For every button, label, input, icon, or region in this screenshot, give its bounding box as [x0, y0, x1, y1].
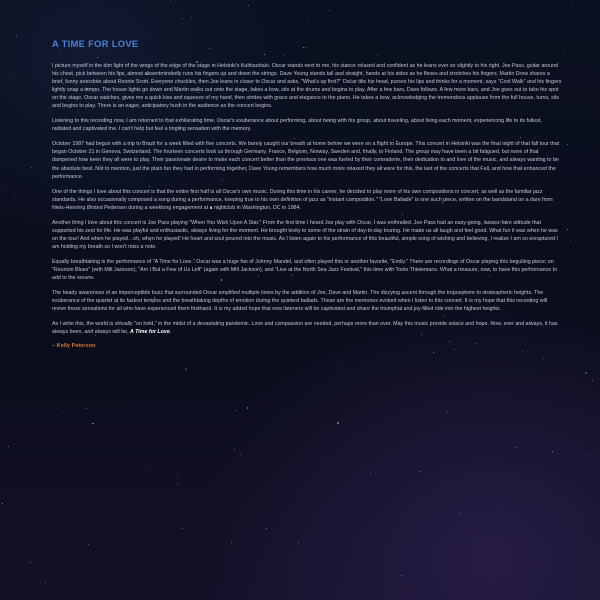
star-dot — [337, 422, 339, 424]
star-dot — [247, 407, 249, 409]
star-dot — [9, 78, 10, 79]
star-dot — [597, 9, 598, 10]
star-dot — [14, 194, 15, 195]
star-dot — [572, 4, 573, 5]
star-dot — [31, 167, 32, 168]
star-dot — [298, 542, 299, 543]
star-dot — [329, 402, 330, 403]
star-dot — [234, 449, 235, 450]
star-dot — [570, 241, 571, 242]
star-dot — [92, 405, 93, 406]
paragraph: Listening to this recording now, I am returned to that exhilarating time. Oscar's exuberance about performing, about being with his group, about traveling, about living each moment, experiencing life to its fullest, radiated and captivated me. I can't help but feel a tingling sensation with the memory. — [52, 118, 542, 133]
paragraph: Another thing I love about this concert is Joe Pass playing "When You Wish Upon A Star." From the first time I heard Joe play with Oscar, I was enthralled. Joe Pass had an easy-going, laissez-faire attitude that supported his zest for life. He was playful and enthusiastic, always living for the moment. He brought levity to some of the strain of day-to-day touring. He made us all laugh and feel good. What fun it was when he was on the tour! And when he played…oh, when he played! He heart and soul poured into the music. As I listen again to his performance of this beautiful, simple song of wishing and believing, I realize I am so enraptured I am holding my breath so I won't miss a note. — [52, 219, 558, 250]
star-dot — [235, 410, 236, 411]
author-signature: – Kelly Peterson — [52, 343, 96, 350]
star-dot — [240, 454, 241, 455]
star-dot — [63, 411, 64, 412]
paragraph: I picture myself in the dim light of the wings of the edge of the stage in Helsinki's Kulttuuritalo. Oscar stands next to me, his stance relaxed and confident as he leans ever so slightly to his right. Joe Pass, guitar around his chest, pick between his lips, almost absentmindedly runs his fingers up and down the strings. Dave Young stands tall and straight, hands at his sides as he flexes and stretches his fingers. Martin Drew shares a brief, funny anecdote about Ronnie Scott. Everyone chuckles, then Joe leans in closer to Oscar and asks, "What's up first?" Oscar tilts his head, purses his lips and thinks for a moment, says "Cool Walk" and his fingers lightly snap a tempo. The house lights go down and Martin walks out onto the stage, takes a bow, sits at the drums and begins to play. After a few bars, Dave follows. A few more bars, and Joe goes out to take his spot on the stage. Oscar watches, gives me a quick kiss and squeeze of my hand, then strides with grace and elegance to the piano. He takes a bow, acknowledging the tremendous applause from the full house, turns, sits and begins to play. There is an eager, anticipatory hush in the audience as the concert begins. — [52, 63, 562, 110]
final-paragraph-end: . — [169, 329, 172, 336]
star-dot — [2, 503, 3, 504]
star-dot — [30, 562, 31, 563]
star-dot — [22, 49, 23, 50]
star-dot — [567, 229, 568, 230]
paragraph: The heady awareness of an imperceptible buzz that surrounded Oscar amplified multiple times by the addition of Joe, Dave and Martin. The dizzying ascent through the troposphere to stratospheric heights. The exuberance of the quartet at its fastest tempos and the breathtaking depths of emotion during the quietest ballads. Those are the memories evoked when I listen to this concert. It is my hope that this recording will revive those sensations for all who have experienced them firsthand. It is my added hope that new listeners will be captivated and share the triumphal and joy-filled ride into the highest heights. — [52, 290, 548, 313]
star-dot — [182, 18, 183, 19]
page-title: A TIME FOR LOVE — [52, 38, 139, 49]
star-dot — [86, 408, 87, 409]
star-dot — [308, 21, 309, 22]
star-dot — [271, 453, 273, 455]
star-dot — [150, 467, 151, 468]
star-dot — [515, 447, 516, 448]
star-dot — [419, 458, 420, 459]
paragraph: One of the things I love about this concert is that the entire first half is all Oscar's own music. During this time in his career, he decided to play more of his own compositions in concert, as well as the familiar jazz standards. He also occasionally composed a song during a performance, keeping true to his own definition of jazz as "instant composition." "Love Ballade" is one such piece, written on the bandstand on a dare from Niels-Henning Ørsted Pedersen during a weeklong engagement at a nightclub in Washington, DC in 1984. — [52, 188, 553, 211]
star-dot — [564, 53, 565, 54]
star-dot — [401, 575, 402, 576]
star-dot — [170, 0, 171, 1]
star-dot — [592, 380, 593, 381]
star-dot — [331, 538, 332, 539]
star-dot — [45, 582, 46, 583]
final-paragraph-text: As I write this, the world is virtually "on hold," in the midst of a devastating pandemic. Love and compassion are needed, perhaps more than ever. May this music provide solace and hope. Now, ever and always, it has always been, and always will be, — [52, 321, 558, 336]
star-dot — [471, 593, 473, 595]
star-dot — [338, 365, 339, 366]
star-dot — [92, 423, 94, 425]
star-dot — [420, 471, 421, 472]
star-dot — [578, 530, 579, 531]
star-dot — [266, 528, 267, 529]
final-paragraph — [52, 320, 562, 336]
star-dot — [266, 572, 267, 573]
star-dot — [552, 451, 553, 452]
star-dot — [447, 411, 448, 412]
star-dot — [329, 10, 330, 11]
star-dot — [589, 267, 590, 268]
star-dot — [478, 557, 479, 558]
star-dot — [522, 351, 523, 352]
star-dot — [5, 11, 6, 12]
star-dot — [88, 544, 89, 545]
star-dot — [589, 455, 590, 456]
paragraph: Equally breathtaking is the performance of "A Time for Love." Oscar was a huge fan of Johnny Mandel, and often played this or another favorite, "Emily." There are recordings of Oscar playing this beguiling piece; on "Reunion Blues" (with Milt Jackson), "Am I But a Few of Us Left" (again with Milt Jackson), and "Live at the North Sea Jazz Festival," this time with Toots Thielemans. What a treasure, now, to have this performance to add to the oeuvre. — [52, 258, 558, 282]
star-dot — [370, 473, 371, 474]
star-dot — [191, 17, 192, 18]
star-dot — [567, 144, 568, 145]
star-dot — [16, 36, 17, 37]
star-dot — [585, 372, 587, 374]
star-dot — [474, 536, 475, 537]
album-title-emphasis: A Time for Love — [130, 329, 170, 336]
star-dot — [177, 484, 178, 485]
star-dot — [177, 477, 178, 478]
paragraph: October 1987 had begun with a trip to Brazil for a week filled with five concerts. We barely caught our breath at home before we were on a flight to Europe. This concert in Helsinki was the final night of that fall tour that began October 21 in Geneva, Switzerland. The fourteen concerts took us through Germany, France, Belgium, Norway, Sweden and, finally, to Finland. The group may have been a bit fatigued, but none of that dampened how keen they all were to play. Their passionate desire to make each concert better than the previous one was fueled by their comraderie, their dedication to and love of the music, and always wanting to be the absolute best. Not to mention, just the plain fun they had in performing together. Dave Young remembers how much more relaxed they all were for this, the last of the concerts that Fall, and how that enhanced the performance. — [52, 141, 560, 180]
star-dot — [237, 503, 238, 504]
star-dot — [231, 542, 232, 543]
liner-notes-content — [52, 38, 562, 349]
star-dot — [142, 444, 143, 445]
star-dot — [543, 358, 544, 359]
star-dot — [248, 5, 249, 6]
star-dot — [46, 298, 47, 299]
star-dot — [497, 504, 498, 505]
star-dot — [433, 352, 434, 353]
star-dot — [182, 528, 183, 529]
star-dot — [459, 513, 460, 514]
star-dot — [185, 368, 187, 370]
star-dot — [436, 509, 437, 510]
star-dot — [8, 446, 9, 447]
star-dot — [1, 189, 2, 190]
